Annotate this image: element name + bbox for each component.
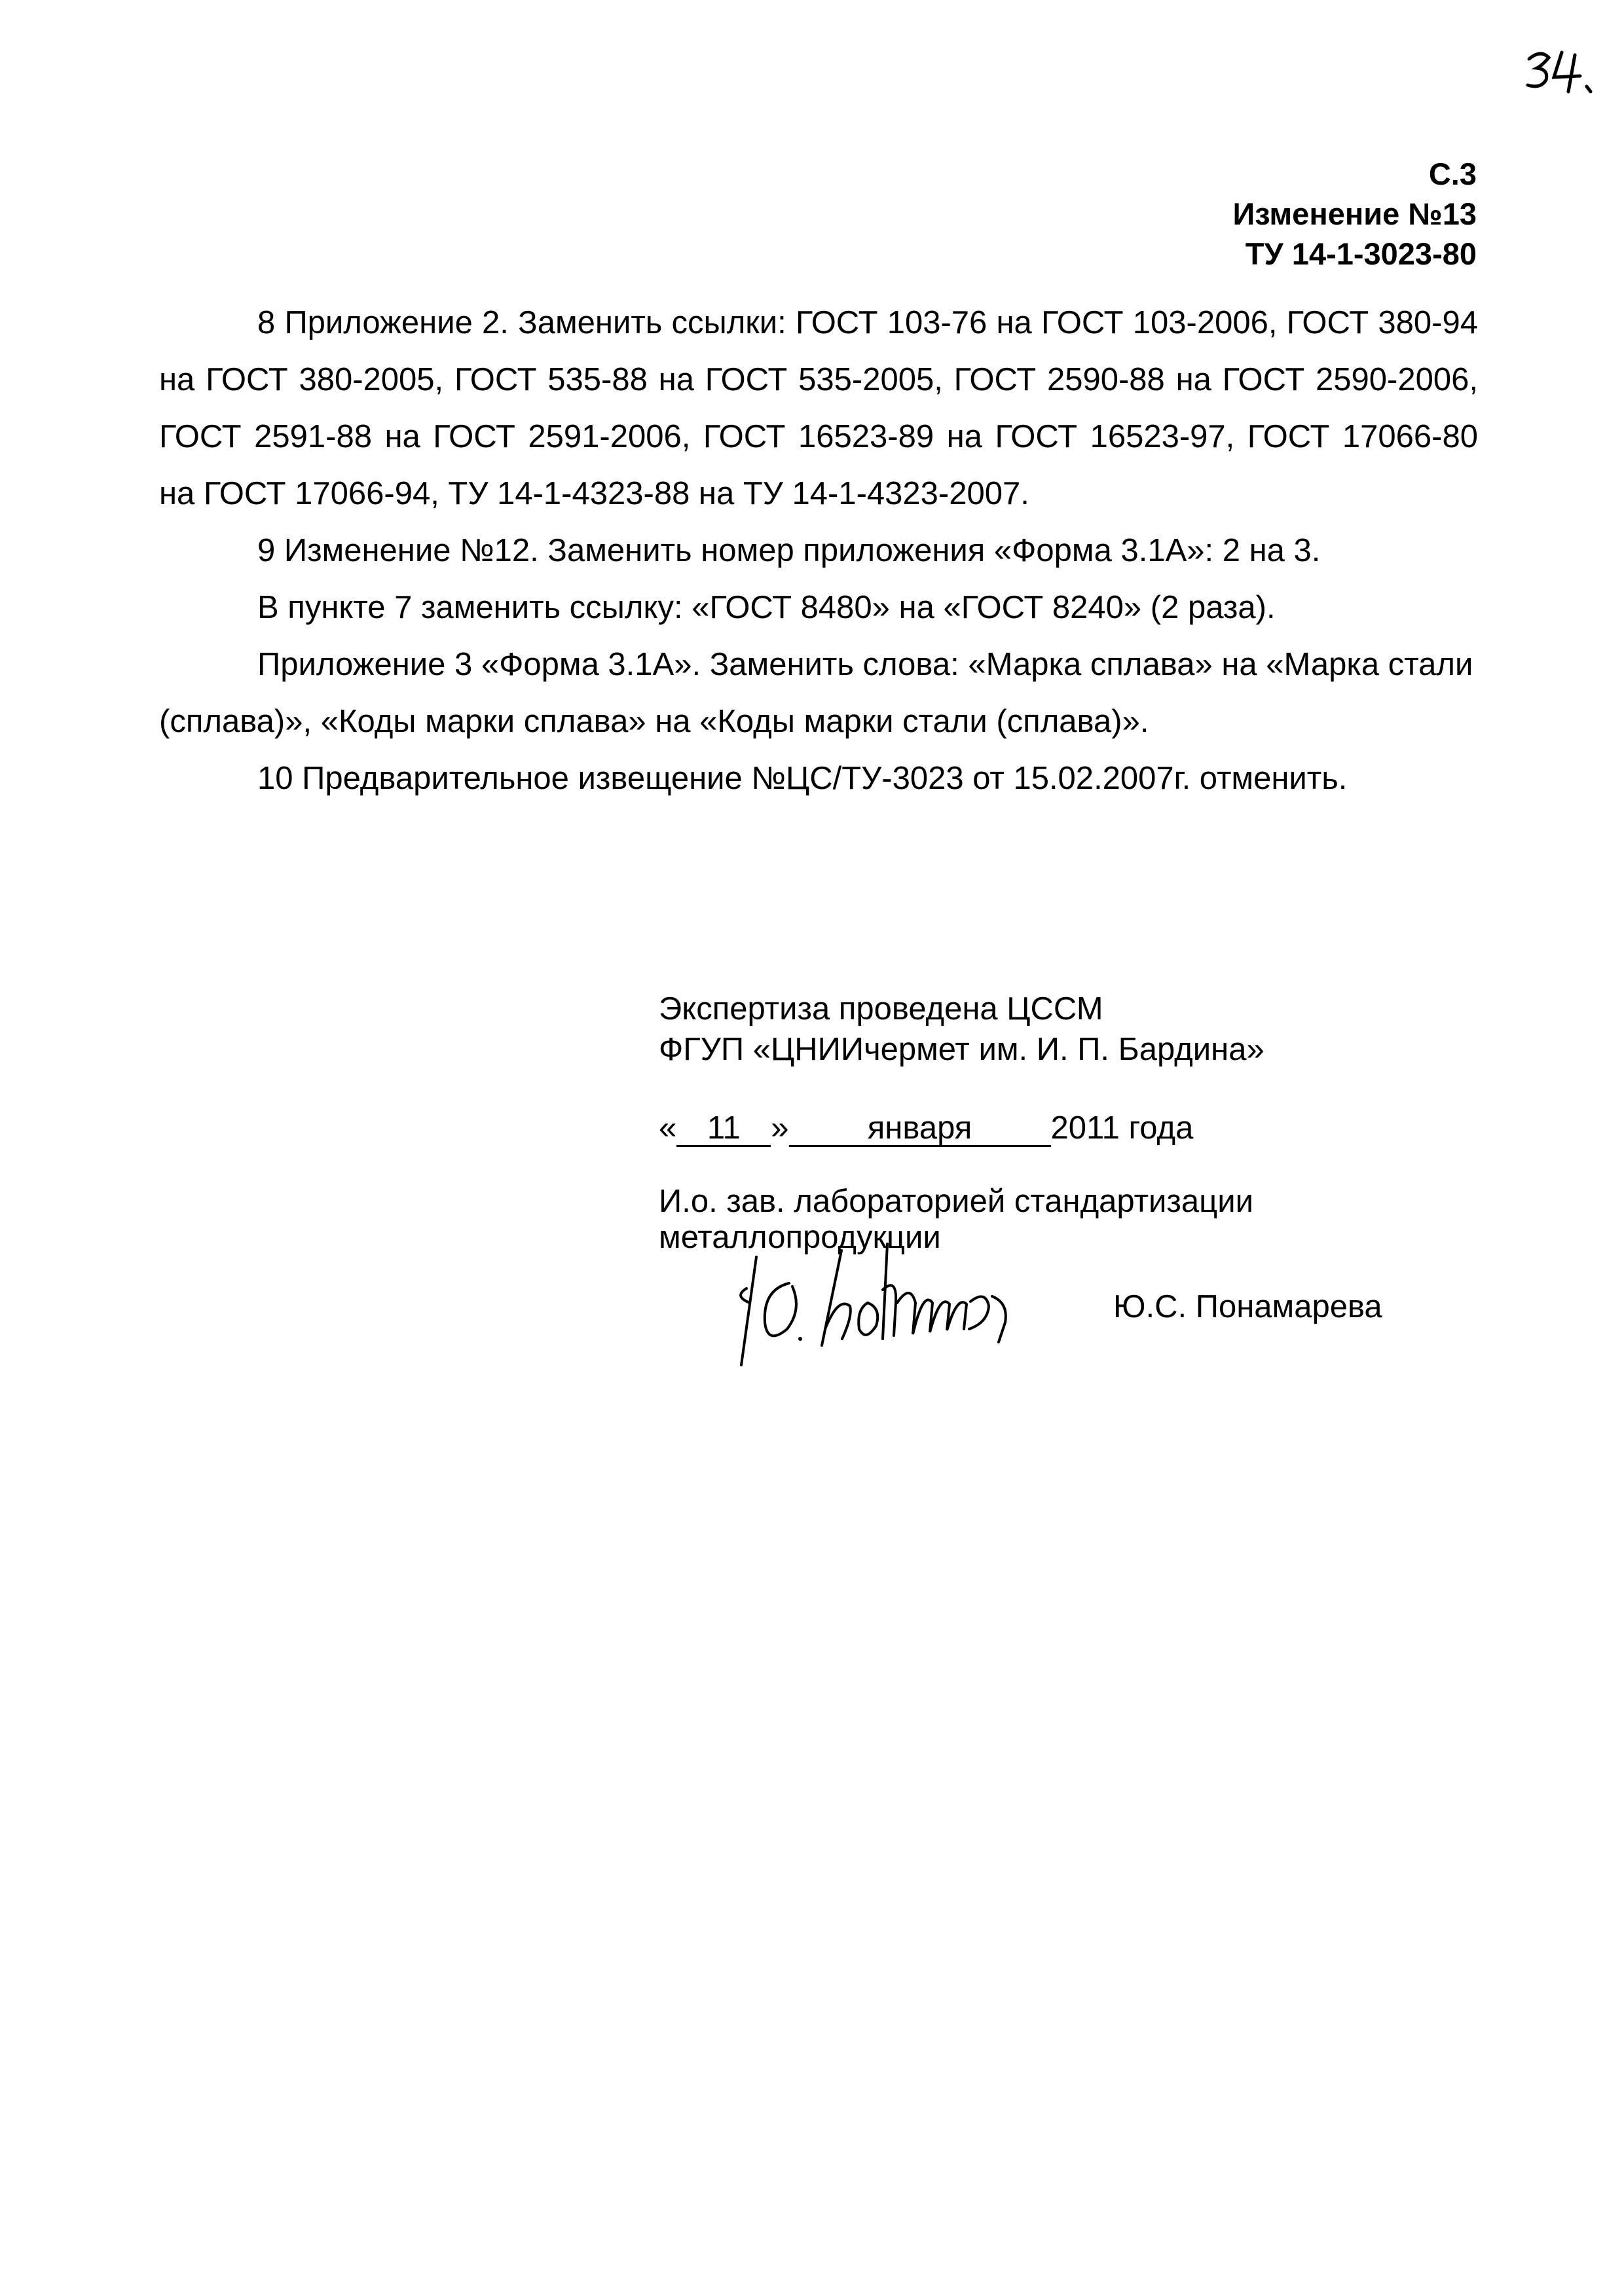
date-day: 11 bbox=[676, 1111, 771, 1147]
document-header bbox=[1232, 154, 1477, 274]
handwritten-signature bbox=[727, 1231, 1067, 1381]
item-9: 9 Изменение №12. Заменить номер приложения «Форма 3.1А»: 2 на 3. bbox=[257, 533, 1321, 568]
item-8: 8 Приложение 2. Заменить ссылки: ГОСТ 103-76 на ГОСТ 103-2006, ГОСТ 380-94 на ГОСТ 380-2005, ГОСТ 535-88 на ГОСТ 535-2005, ГОСТ 2590-88 на ГОСТ 2590-2006, ГОСТ 2591-88 на ГОСТ 2591-2006, ГОСТ 16523-89 на ГОСТ 16523-97, ГОСТ 17066-80 на ГОСТ 17066-94, ТУ 14-1-4323-88 на ТУ 14-1-4323-2007. bbox=[159, 305, 1478, 511]
expertise-block bbox=[659, 989, 1264, 1070]
expertise-line-1: Экспертиза проведена ЦССМ bbox=[659, 991, 1103, 1027]
date-open-quote: « bbox=[659, 1110, 677, 1146]
page-label: С.3 bbox=[1428, 156, 1477, 191]
item-9-sub-2: Приложение 3 «Форма 3.1А». Заменить слова: «Марка сплава» на «Марка стали (сплава)», «Коды марки сплава» на «Коды марки стали (сплава)». bbox=[159, 647, 1473, 739]
item-10: 10 Предварительное извещение №ЦС/ТУ-3023 от 15.02.2007г. отменить. bbox=[257, 761, 1348, 796]
position-line-1: И.о. зав. лабораторией стандартизации bbox=[659, 1184, 1253, 1219]
date-close-quote: » bbox=[771, 1110, 789, 1146]
handwritten-page-number bbox=[1522, 39, 1601, 98]
expertise-line-2: ФГУП «ЦНИИчермет им. И. П. Бардина» bbox=[659, 1032, 1264, 1067]
signer-name: Ю.С. Понамарева bbox=[1113, 1289, 1382, 1324]
item-9-sub-1: В пункте 7 заменить ссылку: «ГОСТ 8480» на «ГОСТ 8240» (2 раза). bbox=[257, 590, 1276, 625]
position-line-2: металлопродукции bbox=[659, 1220, 941, 1255]
change-label: Изменение №13 bbox=[1232, 196, 1477, 231]
date-month: января bbox=[789, 1111, 1051, 1147]
date-line bbox=[659, 1108, 1193, 1148]
spec-label: ТУ 14-1-3023-80 bbox=[1245, 236, 1477, 271]
date-year: 2011 года bbox=[1050, 1110, 1194, 1146]
body-text bbox=[159, 295, 1478, 807]
